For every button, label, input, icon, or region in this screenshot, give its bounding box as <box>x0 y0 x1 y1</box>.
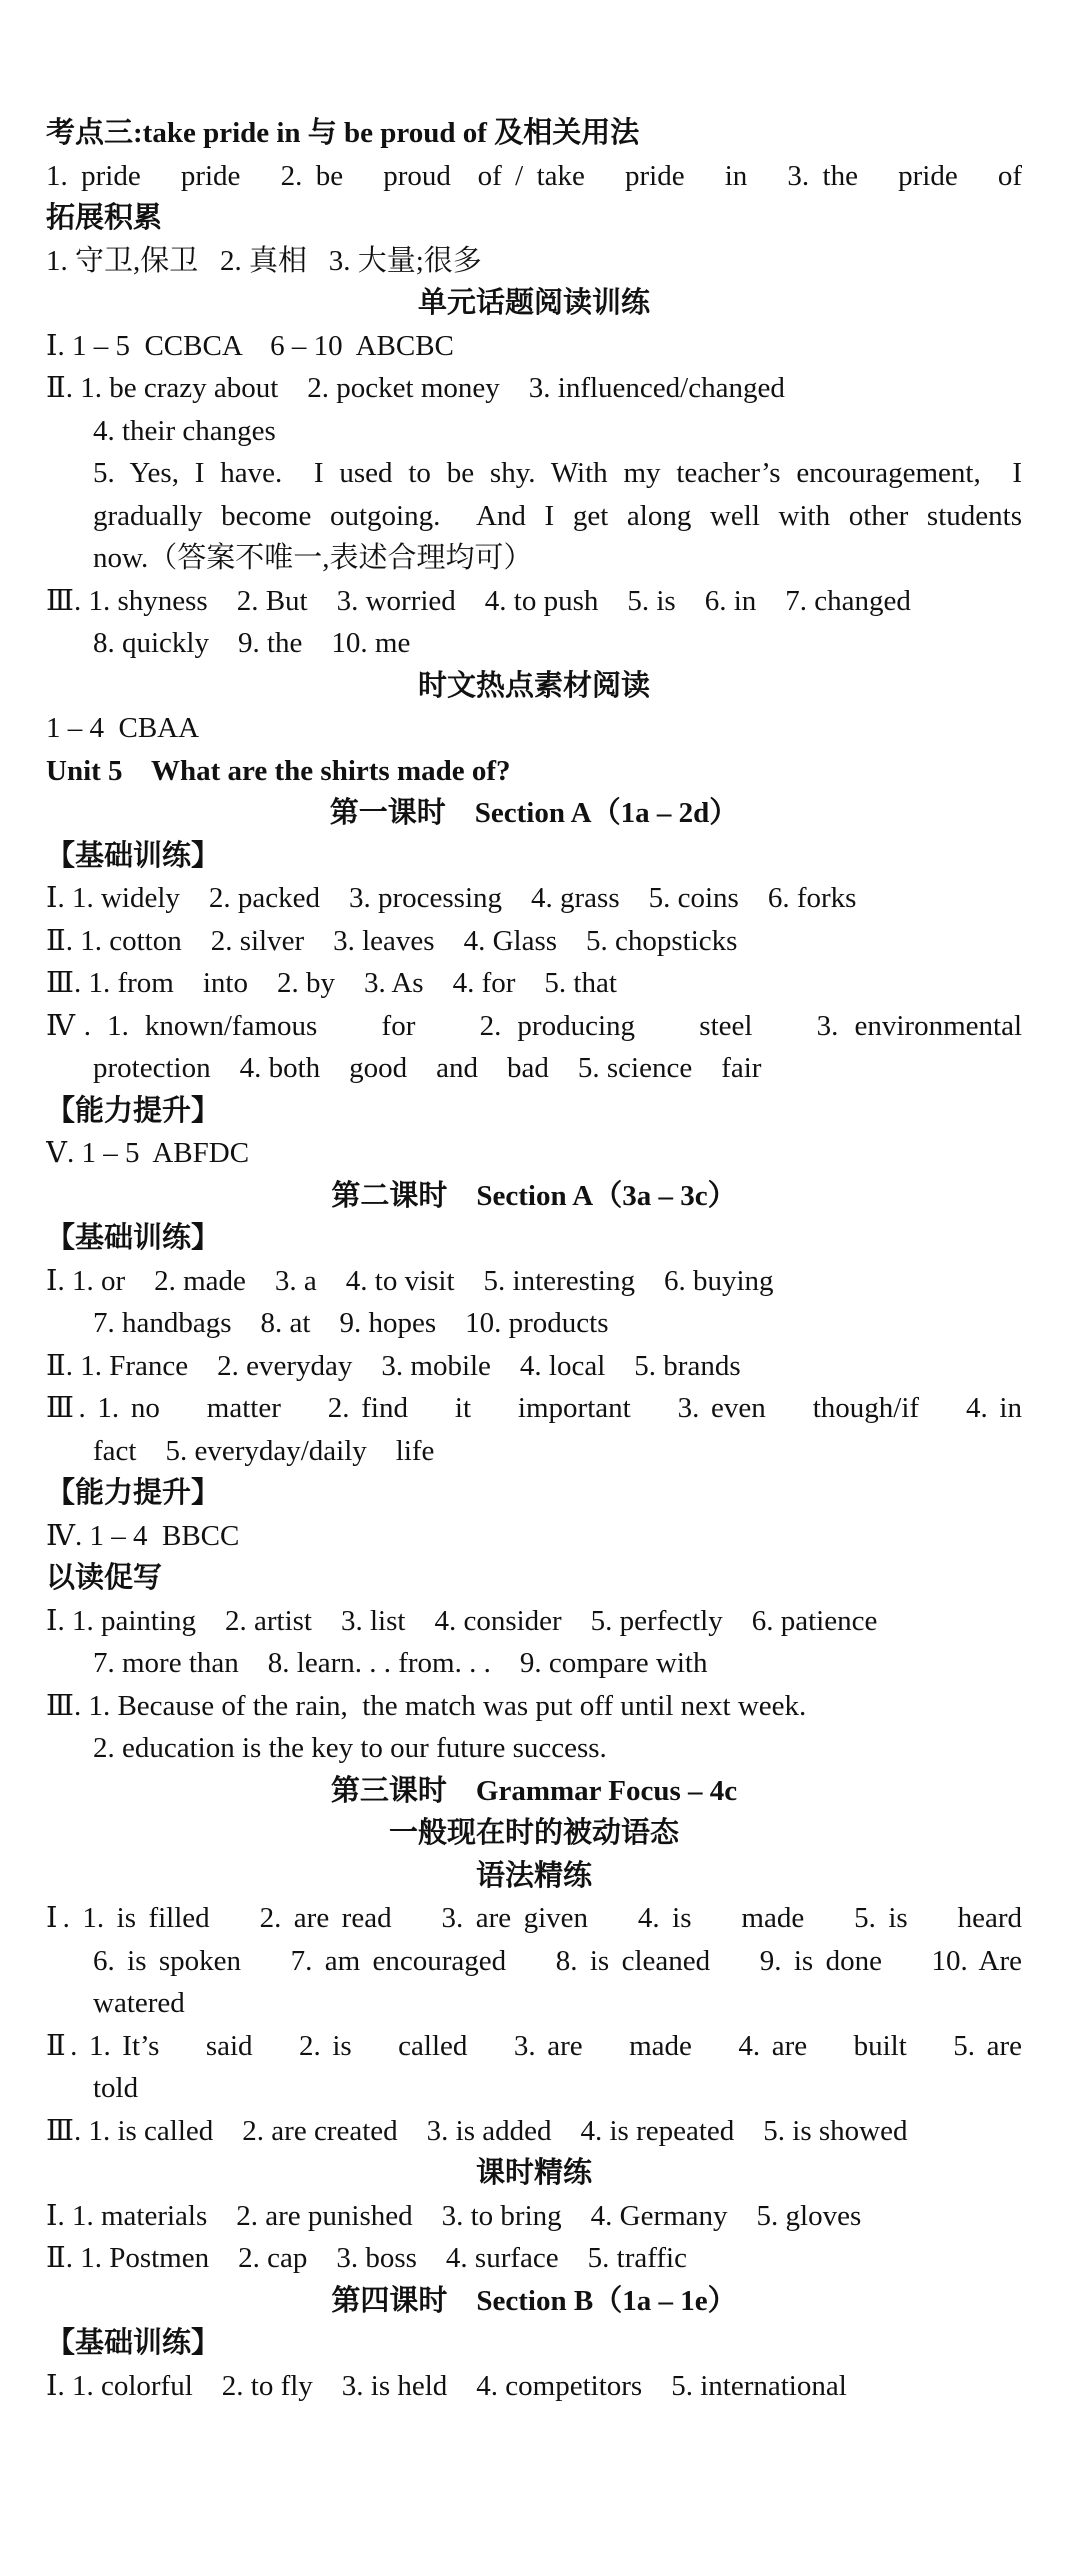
text-line: 8. quickly 9. the 10. me <box>93 627 411 659</box>
text-line: 【能力提升】 <box>46 1477 221 1509</box>
text-line: 第一课时 Section A（1a – 2d） <box>329 797 739 829</box>
text-line: protection 4. both good and bad 5. science fair <box>93 1052 762 1084</box>
text-line: 考点三:take pride in 与 be proud of 及相关用法 <box>46 117 640 149</box>
text-line: Ⅰ. 1. materials 2. are punished 3. to bring 4. Germany 5. gloves <box>46 2199 862 2232</box>
text-line: 1. 守卫,保卫 2. 真相 3. 大量;很多 <box>46 244 482 277</box>
text-line: Ⅰ. 1. colorful 2. to fly 3. is held 4. competitors 5. international <box>46 2369 847 2402</box>
text-line: 第四课时 Section B（1a – 1e） <box>331 2284 737 2317</box>
text-line: Ⅰ. 1. is filled 2. are read 3. are given 4. is made 5. is heard <box>46 1902 1022 1934</box>
text-line: 拓展积累 <box>46 202 163 234</box>
text-line: Ⅲ. 1. Because of the rain, the match was put off until next week. <box>46 1689 807 1722</box>
text-line: 7. handbags 8. at 9. hopes 10. products <box>93 1307 609 1339</box>
text-line: Ⅱ. 1. cotton 2. silver 3. leaves 4. Glass 5. chopsticks <box>46 924 738 957</box>
text-line: Ⅱ. 1. Postmen 2. cap 3. boss 4. surface 5. traffic <box>46 2242 687 2274</box>
text-line: 课时精练 <box>475 2157 592 2189</box>
text-line: Ⅱ. 1. France 2. everyday 3. mobile 4. local 5. brands <box>46 1349 741 1382</box>
text-line: Ⅳ. 1 – 4 BBCC <box>46 1519 240 1552</box>
text-line: 1. pride pride 2. be proud of / take pride in 3. the pride of <box>46 159 1022 192</box>
text-line: 【基础训练】 <box>46 839 221 872</box>
text-line: Unit 5 What are the shirts made of? <box>46 754 511 787</box>
text-line: Ⅳ. 1. known/famous for 2. producing steel 3. environmental <box>46 1009 1022 1042</box>
text-line: 6. is spoken 7. am encouraged 8. is cleaned 9. is done 10. Are <box>93 1944 1022 1977</box>
text-line: watered <box>93 1987 185 2019</box>
text-line: 7. more than 8. learn. . . from. . . 9. compare with <box>93 1647 708 1679</box>
text-line: 以读促写 <box>46 1562 163 1594</box>
text-line: 【能力提升】 <box>46 1094 221 1127</box>
text-line: 单元话题阅读训练 <box>417 287 650 319</box>
text-line: Ⅲ. 1. from into 2. by 3. As 4. for 5. that <box>46 967 617 999</box>
text-line: Ⅰ. 1. widely 2. packed 3. processing 4. grass 5. coins 6. forks <box>46 882 857 914</box>
text-line: 2. education is the key to our future success. <box>93 1732 607 1764</box>
text-line: Ⅰ. 1. painting 2. artist 3. list 4. consider 5. perfectly 6. patience <box>46 1604 878 1637</box>
text-line: 时文热点素材阅读 <box>417 669 650 702</box>
text-line: Ⅰ. 1 – 5 CCBCA 6 – 10 ABCBC <box>46 329 454 362</box>
text-line: fact 5. everyday/daily life <box>93 1434 435 1467</box>
text-line: Ⅱ. 1. be crazy about 2. pocket money 3. influenced/changed <box>46 372 785 404</box>
text-line: 第二课时 Section A（3a – 3c） <box>331 1179 737 1212</box>
text-line: gradually become outgoing. And I get along well with other students <box>93 499 1022 532</box>
text-line: Ⅲ. 1. shyness 2. But 3. worried 4. to push 5. is 6. in 7. changed <box>46 584 911 617</box>
text-line: Ⅲ. 1. no matter 2. find it important 3. even though/if 4. in <box>46 1392 1022 1424</box>
text-line: Ⅴ. 1 – 5 ABFDC <box>46 1137 250 1169</box>
text-line: told <box>93 2072 139 2104</box>
text-line: 5. Yes, I have. I used to be shy. With my teacher’s encouragement, I <box>93 457 1022 489</box>
text-line: Ⅱ. 1. It’s said 2. is called 3. are made 4. are built 5. are <box>46 2029 1022 2062</box>
text-line: Ⅰ. 1. or 2. made 3. a 4. to visit 5. interesting 6. buying <box>46 1264 774 1297</box>
text-line: 第三课时 Grammar Focus – 4c <box>330 1774 738 1807</box>
text-line: Ⅲ. 1. is called 2. are created 3. is added 4. is repeated 5. is showed <box>46 2114 908 2147</box>
text-line: 一般现在时的被动语态 <box>388 1817 679 1849</box>
text-line: 【基础训练】 <box>46 2327 221 2359</box>
text-line: 4. their changes <box>93 414 276 447</box>
text-line: 语法精练 <box>475 1859 592 1892</box>
text-line: now.（答案不唯一,表述合理均可） <box>93 542 533 574</box>
text-line: 【基础训练】 <box>46 1222 221 1254</box>
text-line: 1 – 4 CBAA <box>46 712 200 744</box>
